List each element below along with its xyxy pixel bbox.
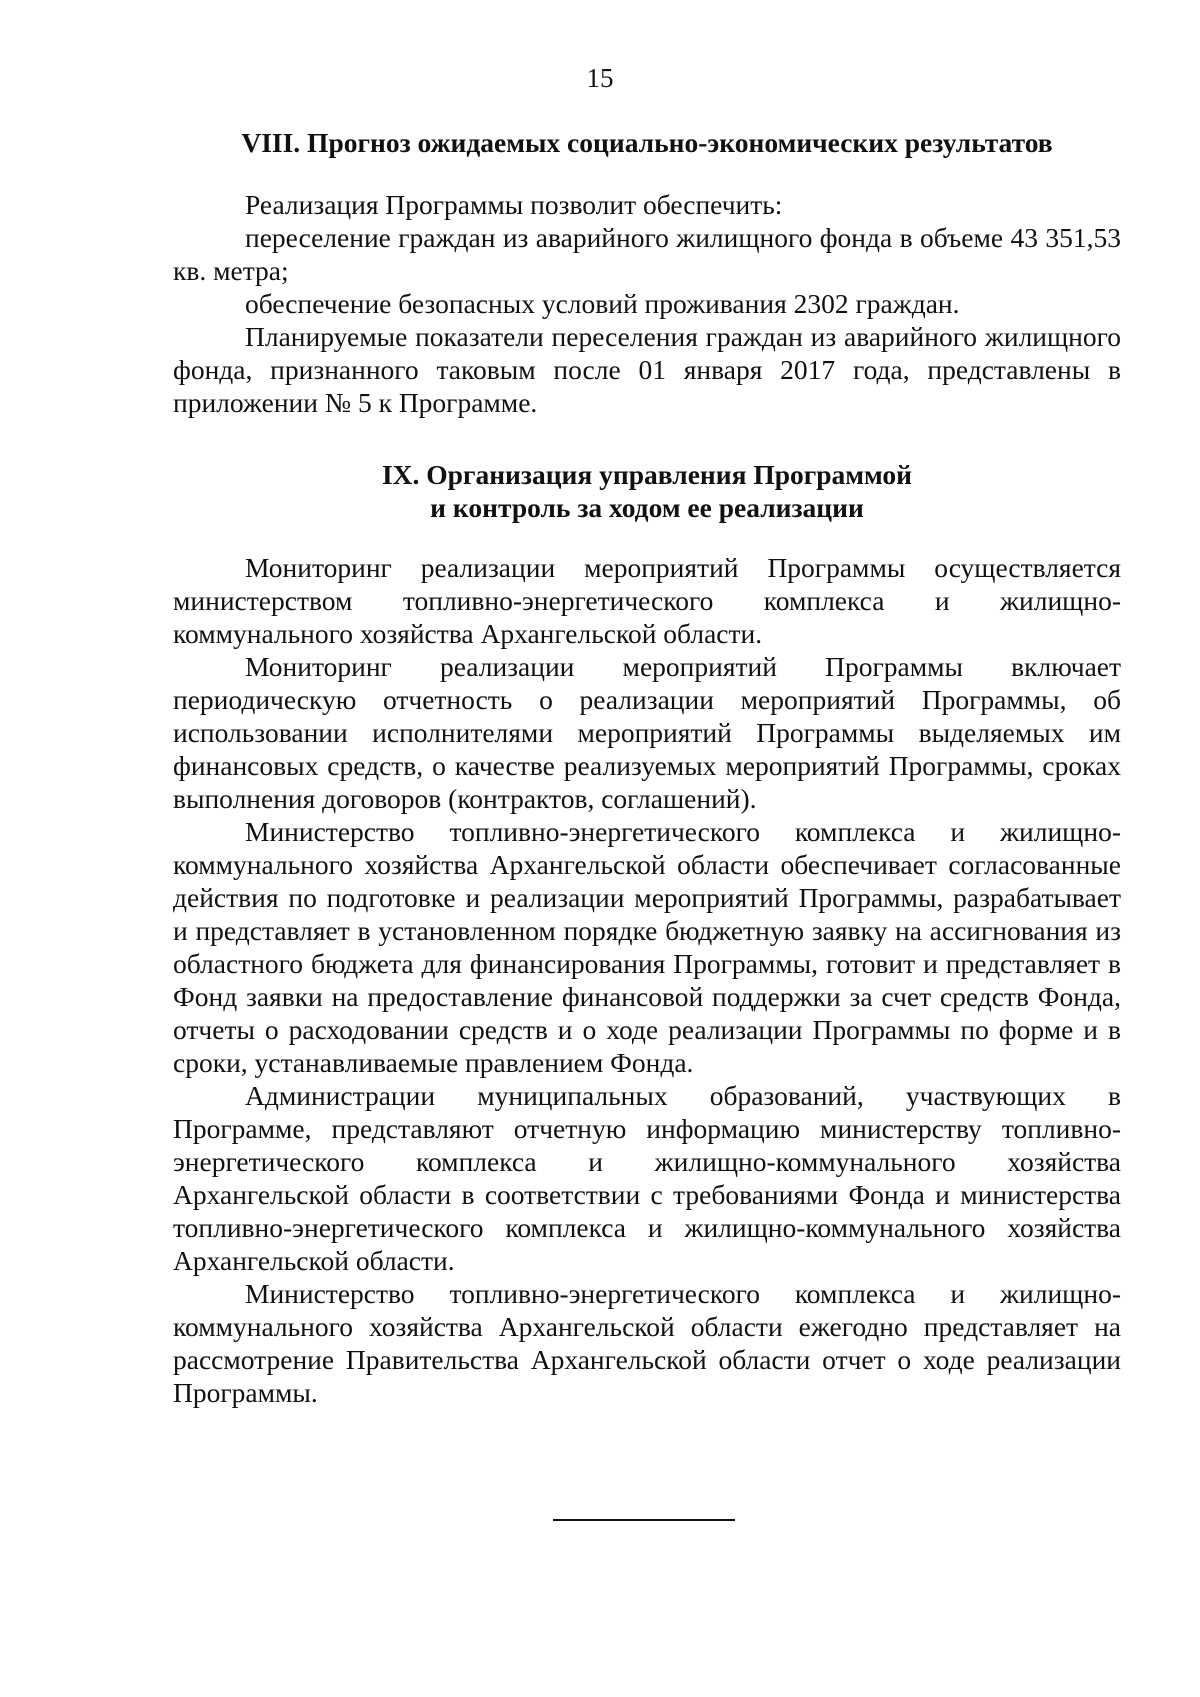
section-ix-heading: [173, 458, 1121, 524]
closing-rule: [553, 1519, 735, 1521]
section-viii-paragraph: переселение граждан из аварийного жилищного фонда в объеме 43 351,53 кв. метра;: [173, 222, 1121, 286]
section-ix-paragraph: Мониторинг реализации мероприятий Программы включает периодическую отчетность о реализации мероприятий Программы, об использовании исполнителями мероприятий Программы выделяемых им финансовых средств, о качестве реализуемых мероприятий Программы, сроках выполнения договоров (контрактов, соглашений).: [173, 651, 1121, 814]
section-ix-heading-line-2: и контроль за ходом ее реализации: [430, 492, 864, 523]
section-ix-paragraph: Администрации муниципальных образований, участвующих в Программе, представляют отчетную информацию министерству топливно-энергетического комплекса и жилищно-коммунального хозяйства Архангельской области в соответствии с требованиями Фонда и министерства топливно-энергетического комплекса и жилищно-коммунального хозяйства Архангельской области.: [173, 1080, 1121, 1276]
section-viii-paragraph: обеспечение безопасных условий проживания 2302 граждан.: [245, 288, 960, 319]
section-ix-paragraph: Министерство топливно-энергетического комплекса и жилищно-коммунального хозяйства Архангельской области ежегодно представляет на рассмотрение Правительства Архангельской области отчет о ходе реализации Программы.: [173, 1278, 1121, 1408]
section-ix-paragraph: Министерство топливно-энергетического комплекса и жилищно-коммунального хозяйства Архангельской области обеспечивает согласованные действия по подготовке и реализации мероприятий Программы, разрабатывает и представляет в установленном порядке бюджетную заявку на ассигнования из областного бюджета для финансирования Программы, готовит и представляет в Фонд заявки на предоставление финансовой поддержки за счет средств Фонда, отчеты о расходовании средств и о ходе реализации Программы по форме и в сроки, устанавливаемые правлением Фонда.: [173, 816, 1121, 1078]
section-viii-paragraph: Реализация Программы позволит обеспечить:: [245, 189, 783, 220]
section-ix-paragraph: Мониторинг реализации мероприятий Программы осуществляется министерством топливно-энергетического комплекса и жилищно-коммунального хозяйства Архангельской области.: [173, 552, 1121, 649]
document-body: [173, 126, 1121, 1409]
section-viii-paragraph: Планируемые показатели переселения граждан из аварийного жилищного фонда, признанного таковым после 01 января 2017 года, представлены в приложении № 5 к Программе.: [173, 321, 1121, 418]
page-number: 15: [586, 63, 614, 93]
section-viii-heading: VIII. Прогноз ожидаемых социально-экономических результатов: [241, 127, 1053, 158]
section-ix-heading-line-1: IX. Организация управления Программой: [381, 459, 913, 490]
